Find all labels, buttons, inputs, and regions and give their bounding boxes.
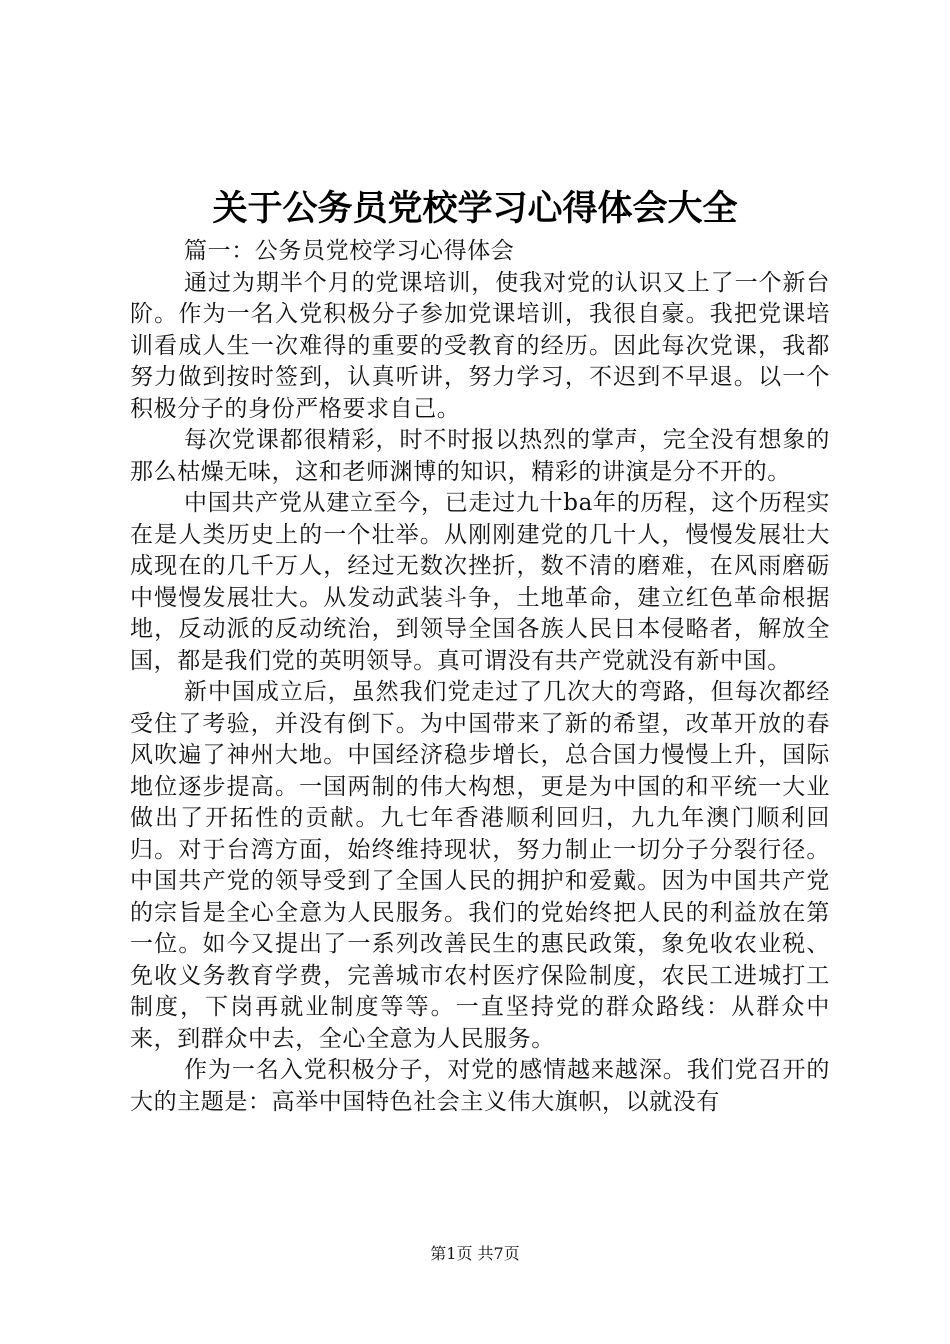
body-paragraph: 每次党课都很精彩，时不时报以热烈的掌声，完全没有想象的那么枯燥无味，这和老师渊博的知识，精彩的讲演是分不开的。 — [130, 427, 830, 485]
document-title: 关于公务员党校学习心得体会大全 — [212, 188, 738, 229]
document-body — [130, 236, 830, 1118]
body-paragraph: 通过为期半个月的党课培训，使我对党的认识又上了一个新台阶。作为一名入党积极分子参加党课培训，我很自豪。我把党课培训看成人生一次难得的重要的受教育的经历。因此每次党课，我都努力做到按时签到，认真听讲，努力学习，不迟到不早退。以一个积极分子的身份严格要求自己。 — [130, 269, 830, 422]
page-footer: 第1页 共7页 — [430, 1244, 520, 1263]
body-paragraph: 作为一名入党积极分子，对党的感情越来越深。我们党召开的大的主题是：高举中国特色社会主义伟大旗帜，以就没有 — [130, 1057, 830, 1115]
body-paragraph: 中国共产党从建立至今，已走过九十ba年的历程，这个历程实在是人类历史上的一个壮举。从刚刚建党的几十人，慢慢发展壮大成现在的几千万人，经过无数次挫折，数不清的磨难，在风雨磨砺中慢慢发展壮大。从发动武装斗争，土地革命，建立红色革命根据地，反动派的反动统治，到领导全国各族人民日本侵略者，解放全国，都是我们党的英明领导。真可谓没有共产党就没有新中国。 — [130, 490, 830, 674]
section-heading: 篇一：公务员党校学习心得体会 — [184, 238, 515, 264]
body-paragraph: 新中国成立后，虽然我们党走过了几次大的弯路，但每次都经受住了考验，并没有倒下。为中国带来了新的希望，改革开放的春风吹遍了神州大地。中国经济稳步增长，总合国力慢慢上升，国际地位逐步提高。一国两制的伟大构想，更是为中国的和平统一大业做出了开拓性的贡献。九七年香港顺利回归，九九年澳门顺利回归。对于台湾方面，始终维持现状，努力制止一切分子分裂行径。中国共产党的领导受到了全国人民的拥护和爱戴。因为中国共产党的宗旨是全心全意为人民服务。我们的党始终把人民的利益放在第一位。如今又提出了一系列改善民生的惠民政策，象免收农业税、免收义务教育学费，完善城市农村医疗保险制度，农民工进城打工制度，下岗再就业制度等等。一直坚持党的群众路线：从群众中来，到群众中去，全心全意为人民服务。 — [130, 679, 830, 1052]
